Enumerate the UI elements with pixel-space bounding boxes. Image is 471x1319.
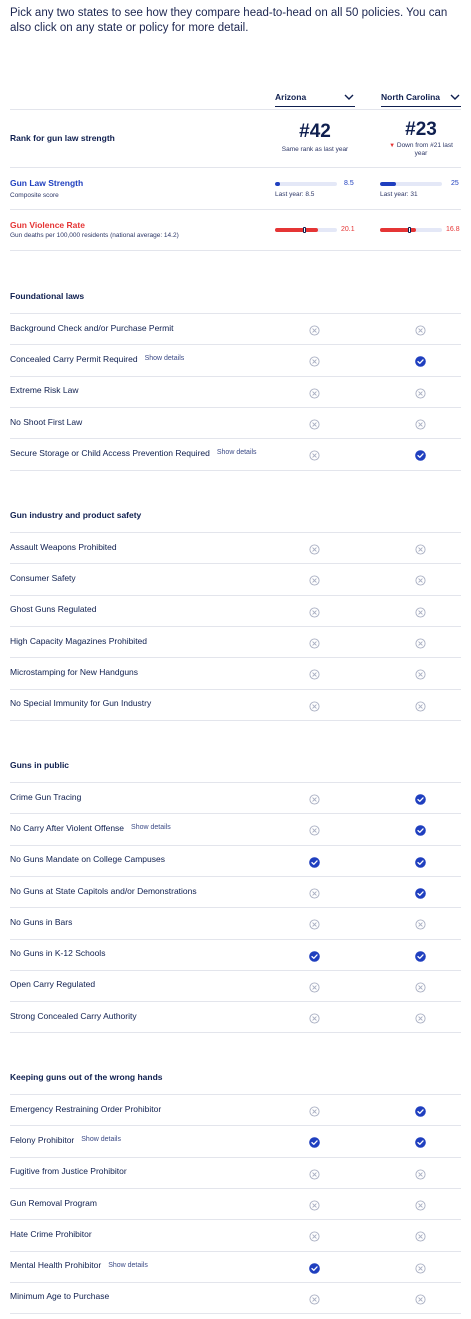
strength-value-a: 8.5 <box>344 180 354 187</box>
violence-label[interactable]: Gun Violence Rate <box>10 220 85 230</box>
divider <box>10 209 461 210</box>
check-circle-icon <box>415 354 426 365</box>
strength-bar-a <box>275 182 337 186</box>
divider <box>10 1001 461 1002</box>
divider <box>10 1251 461 1252</box>
section-title: Gun industry and product safety <box>10 510 142 520</box>
policy-label: Assault Weapons Prohibited <box>10 541 117 552</box>
x-circle-icon <box>415 980 426 991</box>
x-circle-icon <box>309 699 320 710</box>
policy-label: Felony Prohibitor <box>10 1134 75 1145</box>
policy-row[interactable] <box>10 792 81 802</box>
x-circle-icon <box>309 605 320 616</box>
x-circle-icon <box>415 1198 426 1209</box>
section-title: Keeping guns out of the wrong hands <box>10 1072 163 1082</box>
x-circle-icon <box>309 573 320 584</box>
strength-last-year-a: Last year: 8.5 <box>275 191 315 198</box>
intro-text: Pick any two states to see how they compare head-to-head on all 50 policies. You can also click on any state or policy for more detail. <box>10 7 448 34</box>
policy-row[interactable] <box>10 1291 109 1301</box>
divider <box>10 970 461 971</box>
x-circle-icon <box>309 1104 320 1115</box>
divider <box>10 109 461 110</box>
divider <box>10 407 461 408</box>
check-circle-icon <box>415 855 426 866</box>
policy-row[interactable] <box>10 636 147 646</box>
policy-label: Microstamping for New Handguns <box>10 666 139 677</box>
divider <box>10 250 461 251</box>
show-details-link[interactable]: Show details <box>108 1261 148 1269</box>
x-circle-icon <box>309 1229 320 1240</box>
x-circle-icon <box>415 917 426 928</box>
policy-row[interactable] <box>10 948 105 958</box>
policy-row[interactable] <box>10 854 165 864</box>
divider <box>10 1313 461 1314</box>
divider <box>10 939 461 940</box>
policy-label: No Guns Mandate on College Campuses <box>10 854 165 865</box>
strength-sublabel: Composite score <box>10 192 59 199</box>
policy-row[interactable] <box>10 886 197 896</box>
divider <box>10 595 461 596</box>
divider <box>10 1094 461 1095</box>
x-circle-icon <box>309 448 320 459</box>
x-circle-icon <box>415 667 426 678</box>
policy-row[interactable] <box>10 917 72 927</box>
divider <box>10 845 461 846</box>
divider <box>10 1157 461 1158</box>
x-circle-icon <box>415 573 426 584</box>
section-title: Guns in public <box>10 760 70 770</box>
down-arrow-icon: ▼ <box>389 143 396 149</box>
policy-label: No Special Immunity for Gun Industry <box>10 698 152 709</box>
policy-label: No Guns in K-12 Schools <box>10 948 106 959</box>
x-circle-icon <box>309 917 320 928</box>
strength-value-b: 25 <box>451 180 459 187</box>
chevron-down-icon <box>449 91 461 103</box>
strength-fill-a <box>275 182 280 186</box>
policy-label: Open Carry Regulated <box>10 979 96 990</box>
policy-label: No Carry After Violent Offense <box>10 822 125 833</box>
x-circle-icon <box>309 386 320 397</box>
rank-b: #23 <box>405 119 437 140</box>
check-circle-icon <box>415 823 426 834</box>
divider <box>10 657 461 658</box>
x-circle-icon <box>415 1229 426 1240</box>
divider <box>10 907 461 908</box>
policy-row[interactable] <box>10 573 76 583</box>
divider <box>10 313 461 314</box>
show-details-link[interactable]: Show details <box>216 449 257 457</box>
divider <box>10 876 461 877</box>
x-circle-icon <box>415 1261 426 1272</box>
show-details-link[interactable]: Show details <box>131 824 171 832</box>
section-title: Foundational laws <box>10 291 85 301</box>
policy-label: Gun Removal Program <box>10 1197 97 1208</box>
rank-note-b <box>383 142 459 158</box>
policy-row[interactable] <box>10 448 257 458</box>
rank-note-b-text: Down from #21 last year <box>396 142 453 157</box>
divider <box>10 167 461 168</box>
policy-label: High Capacity Magazines Prohibited <box>10 635 148 646</box>
x-circle-icon <box>309 417 320 428</box>
policy-row[interactable] <box>10 979 95 989</box>
x-circle-icon <box>309 1198 320 1209</box>
chevron-down-icon <box>343 91 355 103</box>
divider <box>10 563 461 564</box>
strength-fill-b <box>380 182 396 186</box>
policy-label: Secure Storage or Child Access Prevention Required <box>10 447 210 458</box>
policy-row[interactable] <box>10 385 79 395</box>
strength-last-year-b: Last year: 31 <box>380 191 418 198</box>
rank-a: #42 <box>299 121 331 142</box>
check-circle-icon <box>309 1261 320 1272</box>
state-select-b-label: North Carolina <box>381 92 441 102</box>
policy-row[interactable] <box>10 323 173 333</box>
divider <box>10 470 461 471</box>
x-circle-icon <box>415 699 426 710</box>
rank-note-a: Same rank as last year <box>281 146 349 153</box>
policy-row[interactable] <box>10 542 117 552</box>
divider <box>10 376 461 377</box>
check-circle-icon <box>309 949 320 960</box>
x-circle-icon <box>415 386 426 397</box>
divider <box>10 438 461 439</box>
violence-value-b: 16.8 <box>446 226 460 233</box>
violence-fill-a <box>275 228 318 232</box>
x-circle-icon <box>309 323 320 334</box>
divider <box>10 813 461 814</box>
show-details-link[interactable]: Show details <box>144 355 185 363</box>
x-circle-icon <box>415 636 426 647</box>
x-circle-icon <box>415 1292 426 1303</box>
policy-row[interactable] <box>10 604 96 614</box>
violence-value-a: 20.1 <box>341 226 355 233</box>
divider <box>10 1188 461 1189</box>
x-circle-icon <box>309 823 320 834</box>
policy-row[interactable] <box>10 417 82 427</box>
x-circle-icon <box>309 980 320 991</box>
policy-row[interactable] <box>10 1198 97 1208</box>
x-circle-icon <box>309 1167 320 1178</box>
strength-bar-b <box>380 182 442 186</box>
divider <box>10 689 461 690</box>
policy-label: Concealed Carry Permit Required <box>10 353 138 364</box>
policy-label: Mental Health Prohibitor <box>10 1260 102 1271</box>
strength-label[interactable]: Gun Law Strength <box>10 178 84 188</box>
divider <box>10 532 461 533</box>
check-circle-icon <box>309 1135 320 1146</box>
check-circle-icon <box>415 448 426 459</box>
check-circle-icon <box>415 949 426 960</box>
policy-row[interactable] <box>10 823 171 833</box>
policy-label: Strong Concealed Carry Authority <box>10 1010 137 1021</box>
state-select-b[interactable] <box>381 88 461 107</box>
x-circle-icon <box>309 792 320 803</box>
policy-label: Fugitive from Justice Prohibitor <box>10 1166 127 1177</box>
x-circle-icon <box>309 667 320 678</box>
policy-label: No Shoot First Law <box>10 416 83 427</box>
policy-label: No Guns in Bars <box>10 916 73 927</box>
policy-label: Hate Crime Prohibitor <box>10 1228 92 1239</box>
violence-sublabel: Gun deaths per 100,000 residents (national average: 14.2) <box>10 232 179 239</box>
policy-row[interactable] <box>10 354 184 364</box>
policy-label: Crime Gun Tracing <box>10 791 82 802</box>
check-circle-icon <box>415 1104 426 1115</box>
policy-row[interactable] <box>10 1104 161 1114</box>
divider <box>10 1282 461 1283</box>
x-circle-icon <box>309 1292 320 1303</box>
policy-label: Ghost Guns Regulated <box>10 604 97 615</box>
x-circle-icon <box>415 323 426 334</box>
policy-label: Background Check and/or Purchase Permit <box>10 322 174 333</box>
policy-label: Minimum Age to Purchase <box>10 1291 110 1302</box>
divider <box>10 1125 461 1126</box>
x-circle-icon <box>309 354 320 365</box>
policy-row[interactable] <box>10 1229 92 1239</box>
violence-bar-b <box>380 228 442 232</box>
policy-row[interactable] <box>10 667 138 677</box>
policy-label: No Guns at State Capitols and/or Demonstrations <box>10 885 197 896</box>
policy-row[interactable] <box>10 1011 137 1021</box>
check-circle-icon <box>415 1135 426 1146</box>
x-circle-icon <box>309 636 320 647</box>
divider <box>10 720 461 721</box>
violence-bar-a <box>275 228 337 232</box>
policy-label: Extreme Risk Law <box>10 385 79 396</box>
check-circle-icon <box>415 886 426 897</box>
divider <box>10 782 461 783</box>
policy-row[interactable] <box>10 1260 148 1270</box>
show-details-link[interactable]: Show details <box>81 1136 121 1144</box>
x-circle-icon <box>415 417 426 428</box>
rank-label: Rank for gun law strength <box>10 133 115 143</box>
x-circle-icon <box>415 1011 426 1022</box>
check-circle-icon <box>415 792 426 803</box>
national-average-marker <box>408 227 411 233</box>
x-circle-icon <box>309 542 320 553</box>
policy-row[interactable] <box>10 1135 121 1145</box>
divider <box>10 344 461 345</box>
x-circle-icon <box>309 886 320 897</box>
divider <box>10 626 461 627</box>
check-circle-icon <box>309 855 320 866</box>
x-circle-icon <box>415 1167 426 1178</box>
x-circle-icon <box>415 542 426 553</box>
policy-label: Emergency Restraining Order Prohibitor <box>10 1103 162 1114</box>
state-select-a[interactable] <box>275 88 355 107</box>
divider <box>10 1032 461 1033</box>
divider <box>10 1219 461 1220</box>
state-select-a-label: Arizona <box>275 92 307 102</box>
national-average-marker <box>303 227 306 233</box>
x-circle-icon <box>309 1011 320 1022</box>
policy-label: Consumer Safety <box>10 572 76 583</box>
policy-row[interactable] <box>10 698 151 708</box>
policy-row[interactable] <box>10 1166 127 1176</box>
x-circle-icon <box>415 605 426 616</box>
